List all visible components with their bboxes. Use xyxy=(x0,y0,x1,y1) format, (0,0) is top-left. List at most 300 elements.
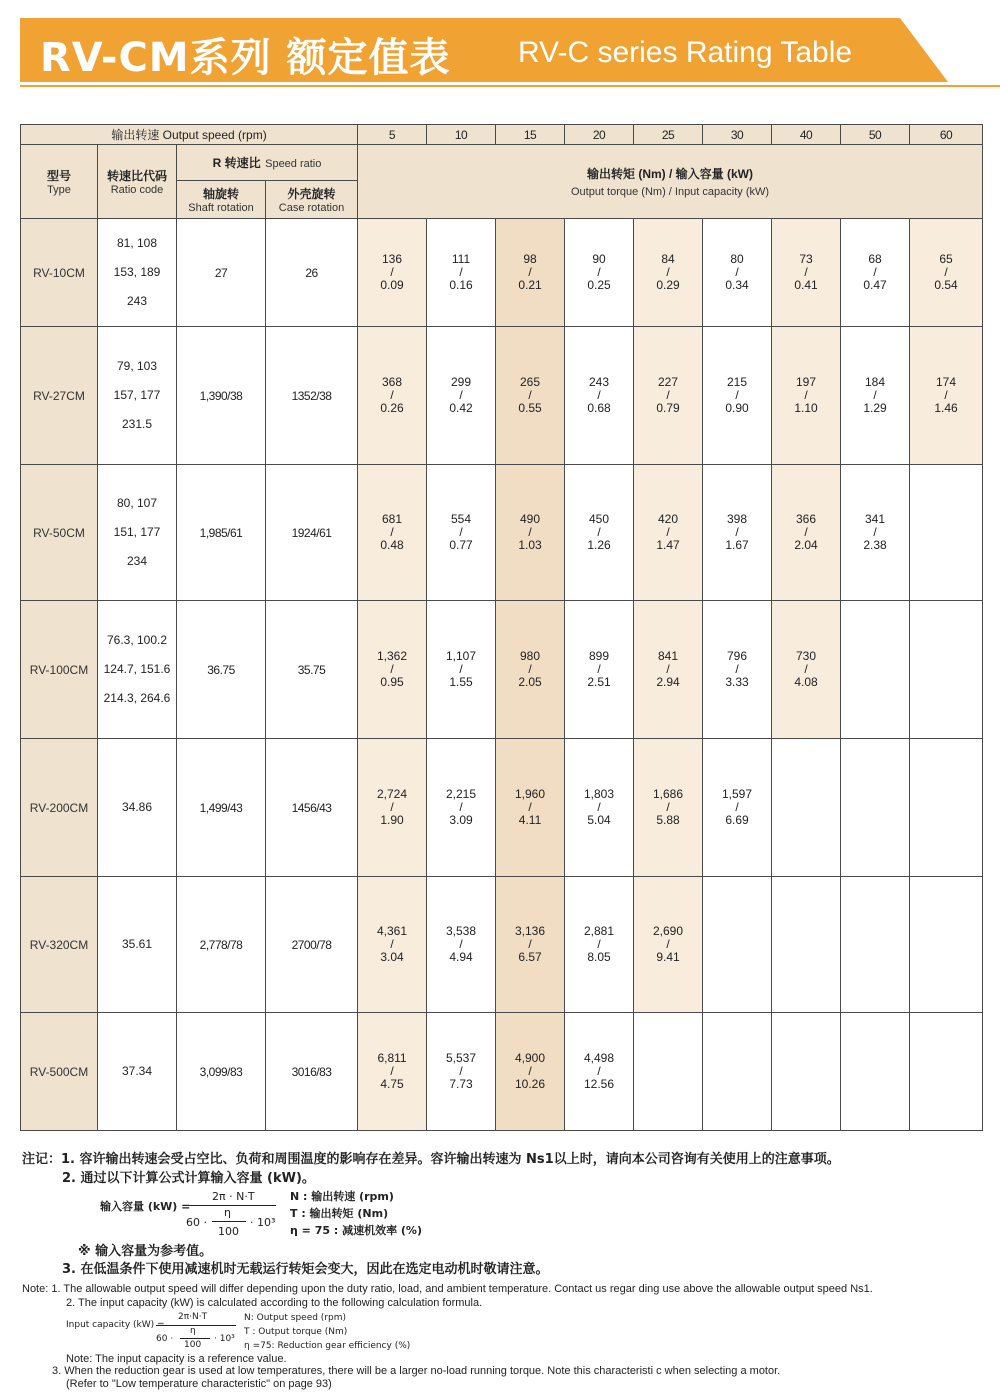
torque-capacity-cell xyxy=(496,327,565,465)
value-separator: / xyxy=(666,800,670,814)
torque-capacity-cell xyxy=(427,601,496,739)
table-row xyxy=(21,877,983,1013)
ratio-code-header-zh: 转速比代码 xyxy=(106,169,167,183)
torque-capacity-cell xyxy=(910,739,983,877)
input-capacity: 0.29 xyxy=(656,278,680,292)
output-torque: 4,900 xyxy=(515,1051,546,1065)
value-separator: / xyxy=(390,265,394,279)
torque-capacity-cell xyxy=(841,877,910,1013)
input-capacity: 12.56 xyxy=(584,1077,615,1091)
value-separator: / xyxy=(804,388,808,402)
value-separator: / xyxy=(390,800,394,814)
formula-en-den-pre: 60 · xyxy=(156,1334,174,1344)
note-zh-3: 3. 在低温条件下使用减速机时无载运行转矩会变大，因此在选定电动机时敬请注意。 xyxy=(62,1262,549,1277)
model-type: RV-320CM xyxy=(21,877,98,1013)
output-torque: 215 xyxy=(727,375,748,389)
torque-capacity-cell xyxy=(910,465,983,601)
torque-capacity-cell xyxy=(565,877,634,1013)
speed-60: 60 xyxy=(910,125,983,145)
ratio-code-line: 79, 103 xyxy=(116,359,158,373)
torque-capacity-cell xyxy=(910,601,983,739)
case-rotation-ratio: 35.75 xyxy=(266,601,358,739)
value-separator: / xyxy=(735,800,739,814)
ratio-code xyxy=(98,219,177,327)
value-separator: / xyxy=(459,265,463,279)
ratio-code-line: 80, 107 xyxy=(116,496,158,510)
torque-capacity-cell xyxy=(634,327,703,465)
page-title-zh: RV-CM系列 额定值表 xyxy=(40,35,451,81)
input-capacity: 0.90 xyxy=(725,401,749,415)
input-capacity: 9.41 xyxy=(656,950,680,964)
speed-ratio-header-en: Speed ratio xyxy=(265,157,322,170)
formula-zh-den-100: 100 xyxy=(218,1225,239,1238)
ratio-code xyxy=(98,739,177,877)
output-torque: 366 xyxy=(796,512,817,526)
ratio-code-line: 81, 108 xyxy=(116,236,158,250)
value-separator: / xyxy=(390,662,394,676)
case-rotation-header-zh: 外壳旋转 xyxy=(287,187,336,201)
output-torque: 90 xyxy=(592,252,606,266)
output-torque: 265 xyxy=(520,375,541,389)
value-separator: / xyxy=(666,937,670,951)
input-capacity: 0.42 xyxy=(449,401,473,415)
output-torque: 420 xyxy=(658,512,679,526)
ratio-code-header xyxy=(98,145,177,219)
torque-capacity-cell xyxy=(910,327,983,465)
shaft-rotation-header xyxy=(177,181,266,219)
input-capacity: 7.73 xyxy=(449,1077,473,1091)
output-torque: 841 xyxy=(658,649,679,663)
torque-capacity-cell xyxy=(427,465,496,601)
output-torque: 398 xyxy=(727,512,748,526)
legend-en-eta: η =75: Reduction gear efficiency (%) xyxy=(244,1341,411,1351)
legend-zh-eta: η = 75 : 减速机效率 (%) xyxy=(290,1224,422,1237)
formula-zh-den-pre: 60 · xyxy=(186,1216,207,1229)
rating-table xyxy=(20,124,983,1131)
output-torque: 2,690 xyxy=(653,924,684,938)
note-en-2: 2. The input capacity (kW) is calculated according to the following calculation formula. xyxy=(66,1297,483,1309)
table-row xyxy=(21,465,983,601)
output-torque: 368 xyxy=(382,375,403,389)
input-capacity: 0.26 xyxy=(380,401,404,415)
output-torque: 554 xyxy=(451,512,472,526)
case-rotation-header xyxy=(266,181,358,219)
output-torque: 227 xyxy=(658,375,679,389)
torque-capacity-cell xyxy=(772,465,841,601)
case-rotation-ratio: 1352/38 xyxy=(266,327,358,465)
output-header-en: Output torque (Nm) / Input capacity (kW) xyxy=(570,186,770,198)
torque-capacity-cell xyxy=(910,877,983,1013)
input-capacity: 0.77 xyxy=(449,538,473,552)
torque-capacity-cell xyxy=(703,327,772,465)
note-en-ref: Note: The input capacity is a reference value. xyxy=(66,1353,287,1365)
value-separator: / xyxy=(735,662,739,676)
torque-capacity-cell xyxy=(427,327,496,465)
output-torque: 3,538 xyxy=(446,924,477,938)
output-torque: 2,881 xyxy=(584,924,615,938)
value-separator: / xyxy=(528,800,532,814)
ratio-code-line: 214.3, 264.6 xyxy=(103,691,171,705)
input-capacity: 8.05 xyxy=(587,950,611,964)
value-separator: / xyxy=(597,1064,601,1078)
input-capacity: 2.04 xyxy=(794,538,818,552)
input-capacity: 10.26 xyxy=(515,1077,546,1091)
ratio-code-line: 151, 177 xyxy=(113,525,161,539)
torque-capacity-cell xyxy=(634,739,703,877)
output-torque: 899 xyxy=(589,649,610,663)
value-separator: / xyxy=(944,388,948,402)
torque-capacity-cell xyxy=(841,219,910,327)
speed-ratio-header xyxy=(177,145,358,181)
formula-zh-den-post: · 10³ xyxy=(250,1216,276,1229)
output-torque: 73 xyxy=(799,252,813,266)
shaft-rotation-header-zh: 轴旋转 xyxy=(202,187,239,201)
output-torque: 1,597 xyxy=(722,787,753,801)
torque-capacity-cell xyxy=(496,601,565,739)
value-separator: / xyxy=(873,388,877,402)
table-row xyxy=(21,327,983,465)
input-capacity: 1.26 xyxy=(587,538,611,552)
shaft-rotation-ratio: 27 xyxy=(177,219,266,327)
torque-capacity-cell xyxy=(358,327,427,465)
value-separator: / xyxy=(944,265,948,279)
torque-capacity-cell xyxy=(841,327,910,465)
value-separator: / xyxy=(459,800,463,814)
input-capacity: 1.10 xyxy=(794,401,818,415)
shaft-rotation-ratio: 36.75 xyxy=(177,601,266,739)
ratio-code xyxy=(98,1013,177,1131)
speed-header: 输出转速 Output speed (rpm) xyxy=(21,125,358,145)
value-separator: / xyxy=(735,388,739,402)
value-separator: / xyxy=(597,388,601,402)
table-row xyxy=(21,601,983,739)
output-header-zh: 输出转矩 (Nm) / 输入容量 (kW) xyxy=(587,167,754,181)
output-torque: 243 xyxy=(589,375,610,389)
input-capacity: 1.47 xyxy=(656,538,680,552)
value-separator: / xyxy=(528,662,532,676)
formula-en-den-100: 100 xyxy=(184,1340,202,1350)
torque-capacity-cell xyxy=(703,601,772,739)
torque-capacity-cell xyxy=(772,601,841,739)
torque-capacity-cell xyxy=(772,877,841,1013)
input-capacity: 0.54 xyxy=(934,278,958,292)
value-separator: / xyxy=(804,662,808,676)
input-capacity: 0.48 xyxy=(380,538,404,552)
value-separator: / xyxy=(597,800,601,814)
value-separator: / xyxy=(735,525,739,539)
torque-capacity-cell xyxy=(427,877,496,1013)
value-separator: / xyxy=(804,525,808,539)
shaft-rotation-ratio: 1,499/43 xyxy=(177,739,266,877)
value-separator: / xyxy=(390,388,394,402)
formula-en-bar xyxy=(156,1325,236,1326)
torque-capacity-cell xyxy=(358,465,427,601)
output-torque: 681 xyxy=(382,512,403,526)
output-torque: 341 xyxy=(865,512,886,526)
output-torque: 136 xyxy=(382,252,403,266)
torque-capacity-cell xyxy=(910,1013,983,1131)
ratio-code-line: 124.7, 151.6 xyxy=(103,662,171,676)
ratio-code xyxy=(98,465,177,601)
header-banner xyxy=(0,0,1000,90)
output-torque: 490 xyxy=(520,512,541,526)
input-capacity: 5.88 xyxy=(656,813,680,827)
torque-capacity-cell xyxy=(358,1013,427,1131)
output-torque: 450 xyxy=(589,512,610,526)
input-capacity: 2.51 xyxy=(587,675,611,689)
output-torque: 65 xyxy=(939,252,953,266)
torque-capacity-cell xyxy=(565,739,634,877)
case-rotation-ratio: 1456/43 xyxy=(266,739,358,877)
value-separator: / xyxy=(873,525,877,539)
formula-zh-eta: η xyxy=(224,1206,231,1219)
input-capacity: 3.09 xyxy=(449,813,473,827)
torque-capacity-cell xyxy=(703,1013,772,1131)
legend-zh-t: T : 输出转矩 (Nm) xyxy=(290,1207,389,1220)
input-capacity: 0.21 xyxy=(518,278,542,292)
input-capacity: 1.03 xyxy=(518,538,542,552)
table-row xyxy=(21,739,983,877)
value-separator: / xyxy=(459,662,463,676)
formula-zh-num: 2π · N·T xyxy=(212,1190,255,1203)
speed-25: 25 xyxy=(634,125,703,145)
torque-capacity-cell xyxy=(634,601,703,739)
ratio-code-line: 34.86 xyxy=(121,800,153,814)
value-separator: / xyxy=(459,937,463,951)
case-rotation-ratio: 2700/78 xyxy=(266,877,358,1013)
output-torque: 1,960 xyxy=(515,787,546,801)
shaft-rotation-header-en: Shaft rotation xyxy=(188,202,254,214)
input-capacity: 1.90 xyxy=(380,813,404,827)
case-rotation-ratio: 1924/61 xyxy=(266,465,358,601)
note-en-3b: (Refer to "Low temperature characteristic" on page 93) xyxy=(66,1378,332,1390)
table-row xyxy=(21,219,983,327)
speed-ratio-header-zh: R 转速比 xyxy=(212,155,261,170)
torque-capacity-cell xyxy=(841,465,910,601)
torque-capacity-cell xyxy=(358,601,427,739)
input-capacity: 6.57 xyxy=(518,950,542,964)
torque-capacity-cell xyxy=(496,1013,565,1131)
ratio-code xyxy=(98,327,177,465)
ratio-code-line: 231.5 xyxy=(121,417,153,431)
torque-capacity-cell xyxy=(703,219,772,327)
value-separator: / xyxy=(804,265,808,279)
input-capacity: 2.38 xyxy=(863,538,887,552)
input-capacity: 1.29 xyxy=(863,401,887,415)
output-torque: 3,136 xyxy=(515,924,546,938)
formula-en-lhs: Input capacity (kW) = xyxy=(66,1320,165,1330)
torque-capacity-cell xyxy=(634,219,703,327)
shaft-rotation-ratio: 2,778/78 xyxy=(177,877,266,1013)
output-torque: 1,362 xyxy=(377,649,408,663)
torque-capacity-cell xyxy=(634,465,703,601)
formula-en-subbar xyxy=(180,1338,210,1339)
value-separator: / xyxy=(528,388,532,402)
formula-en-num: 2π·N·T xyxy=(178,1312,208,1322)
model-type: RV-50CM xyxy=(21,465,98,601)
torque-capacity-cell xyxy=(427,739,496,877)
torque-capacity-cell xyxy=(772,739,841,877)
input-capacity: 0.25 xyxy=(587,278,611,292)
formula-en-eta: η xyxy=(190,1326,196,1336)
torque-capacity-cell xyxy=(496,219,565,327)
formula-en-den-post: · 10³ xyxy=(214,1334,235,1344)
model-type: RV-27CM xyxy=(21,327,98,465)
ratio-code-line: 157, 177 xyxy=(113,388,161,402)
input-capacity: 1.46 xyxy=(934,401,958,415)
torque-capacity-cell xyxy=(841,1013,910,1131)
torque-capacity-cell xyxy=(841,601,910,739)
torque-capacity-cell xyxy=(703,739,772,877)
output-torque: 5,537 xyxy=(446,1051,477,1065)
output-header xyxy=(358,145,983,219)
ratio-code-line: 76.3, 100.2 xyxy=(106,633,168,647)
output-torque: 98 xyxy=(523,252,537,266)
notes-zh xyxy=(22,1150,982,1188)
output-torque: 84 xyxy=(661,252,675,266)
value-separator: / xyxy=(390,525,394,539)
speed-30: 30 xyxy=(703,125,772,145)
type-header xyxy=(21,145,98,219)
value-separator: / xyxy=(735,265,739,279)
output-torque: 80 xyxy=(730,252,744,266)
output-torque: 1,803 xyxy=(584,787,615,801)
value-separator: / xyxy=(597,937,601,951)
value-separator: / xyxy=(528,525,532,539)
model-type: RV-100CM xyxy=(21,601,98,739)
formula-zh-bar xyxy=(186,1205,276,1206)
output-torque: 796 xyxy=(727,649,748,663)
legend-en-t: T : Output torque (Nm) xyxy=(244,1327,348,1337)
input-capacity: 0.68 xyxy=(587,401,611,415)
speed-20: 20 xyxy=(565,125,634,145)
value-separator: / xyxy=(597,525,601,539)
ratio-code-header-en: Ratio code xyxy=(110,184,164,196)
output-torque: 1,107 xyxy=(446,649,477,663)
output-torque: 184 xyxy=(865,375,886,389)
torque-capacity-cell xyxy=(910,219,983,327)
input-capacity: 1.67 xyxy=(725,538,749,552)
torque-capacity-cell xyxy=(634,1013,703,1131)
output-torque: 197 xyxy=(796,375,817,389)
input-capacity: 0.09 xyxy=(380,278,404,292)
speed-5: 5 xyxy=(358,125,427,145)
input-capacity: 0.41 xyxy=(794,278,818,292)
value-separator: / xyxy=(390,1064,394,1078)
torque-capacity-cell xyxy=(565,601,634,739)
torque-capacity-cell xyxy=(565,327,634,465)
input-capacity: 4.75 xyxy=(380,1077,404,1091)
legend-en-n: N: Output speed (rpm) xyxy=(244,1313,347,1323)
input-capacity: 4.08 xyxy=(794,675,818,689)
formula-zh-lhs: 输入容量 (kW) = xyxy=(100,1200,191,1213)
input-capacity: 0.47 xyxy=(863,278,887,292)
input-capacity: 0.34 xyxy=(725,278,749,292)
note-zh-ref: ※ 输入容量为参考值。 xyxy=(78,1244,213,1259)
speed-10: 10 xyxy=(427,125,496,145)
torque-capacity-cell xyxy=(634,877,703,1013)
value-separator: / xyxy=(459,1064,463,1078)
output-torque: 4,361 xyxy=(377,924,408,938)
ratio-code-line: 234 xyxy=(126,554,148,568)
model-type: RV-500CM xyxy=(21,1013,98,1131)
value-separator: / xyxy=(666,388,670,402)
model-type: RV-200CM xyxy=(21,739,98,877)
torque-capacity-cell xyxy=(703,877,772,1013)
torque-capacity-cell xyxy=(841,739,910,877)
torque-capacity-cell xyxy=(565,1013,634,1131)
output-torque: 111 xyxy=(451,252,471,266)
output-torque: 2,724 xyxy=(377,787,408,801)
input-capacity: 2.05 xyxy=(518,675,542,689)
value-separator: / xyxy=(528,265,532,279)
model-type: RV-10CM xyxy=(21,219,98,327)
output-torque: 299 xyxy=(451,375,472,389)
ratio-code-line: 35.61 xyxy=(121,937,153,951)
torque-capacity-cell xyxy=(496,739,565,877)
shaft-rotation-ratio: 1,985/61 xyxy=(177,465,266,601)
value-separator: / xyxy=(597,662,601,676)
torque-capacity-cell xyxy=(358,877,427,1013)
formula-zh-subbar xyxy=(212,1221,246,1222)
torque-capacity-cell xyxy=(358,739,427,877)
ratio-code-line: 153, 189 xyxy=(113,265,161,279)
shaft-rotation-ratio: 3,099/83 xyxy=(177,1013,266,1131)
value-separator: / xyxy=(459,525,463,539)
value-separator: / xyxy=(528,937,532,951)
input-capacity: 2.94 xyxy=(656,675,680,689)
note-zh-2: 2. 通过以下计算公式计算输入容量 (kW)。 xyxy=(62,1171,315,1186)
output-torque: 2,215 xyxy=(446,787,477,801)
value-separator: / xyxy=(873,265,877,279)
torque-capacity-cell xyxy=(358,219,427,327)
input-capacity: 0.79 xyxy=(656,401,680,415)
torque-capacity-cell xyxy=(772,327,841,465)
output-torque: 6,811 xyxy=(377,1051,407,1065)
input-capacity: 3.33 xyxy=(725,675,749,689)
page-title-en: RV-C series Rating Table xyxy=(518,36,853,69)
input-capacity: 4.94 xyxy=(449,950,473,964)
legend-zh-n: N : 输出转速 (rpm) xyxy=(290,1190,394,1203)
note-zh-1: 注记：1. 容许输出转速会受占空比、负荷和周围温度的影响存在差异。容许输出转速为 Ns1以上时，请向本公司咨询有关使用上的注意事项。 xyxy=(22,1152,840,1167)
input-capacity: 0.16 xyxy=(449,278,473,292)
ratio-code xyxy=(98,877,177,1013)
input-capacity: 1.55 xyxy=(449,675,473,689)
input-capacity: 4.11 xyxy=(518,813,542,827)
value-separator: / xyxy=(666,525,670,539)
value-separator: / xyxy=(390,937,394,951)
case-rotation-ratio: 3016/83 xyxy=(266,1013,358,1131)
input-capacity: 5.04 xyxy=(587,813,611,827)
speed-50: 50 xyxy=(841,125,910,145)
input-capacity: 0.55 xyxy=(518,401,542,415)
case-rotation-header-en: Case rotation xyxy=(278,202,345,214)
ratio-code xyxy=(98,601,177,739)
torque-capacity-cell xyxy=(427,219,496,327)
notes-en xyxy=(22,1282,982,1310)
speed-40: 40 xyxy=(772,125,841,145)
value-separator: / xyxy=(666,662,670,676)
note-en-3: 3. When the reduction gear is used at low temperatures, there will be a larger no-load running torque. Note this characteristi c when selecting a motor. xyxy=(52,1365,781,1377)
torque-capacity-cell xyxy=(496,465,565,601)
output-torque: 1,686 xyxy=(653,787,684,801)
torque-capacity-cell xyxy=(772,219,841,327)
ratio-code-line: 37.34 xyxy=(121,1064,153,1078)
input-capacity: 6.69 xyxy=(725,813,749,827)
value-separator: / xyxy=(528,1064,532,1078)
speed-15: 15 xyxy=(496,125,565,145)
torque-capacity-cell xyxy=(772,1013,841,1131)
